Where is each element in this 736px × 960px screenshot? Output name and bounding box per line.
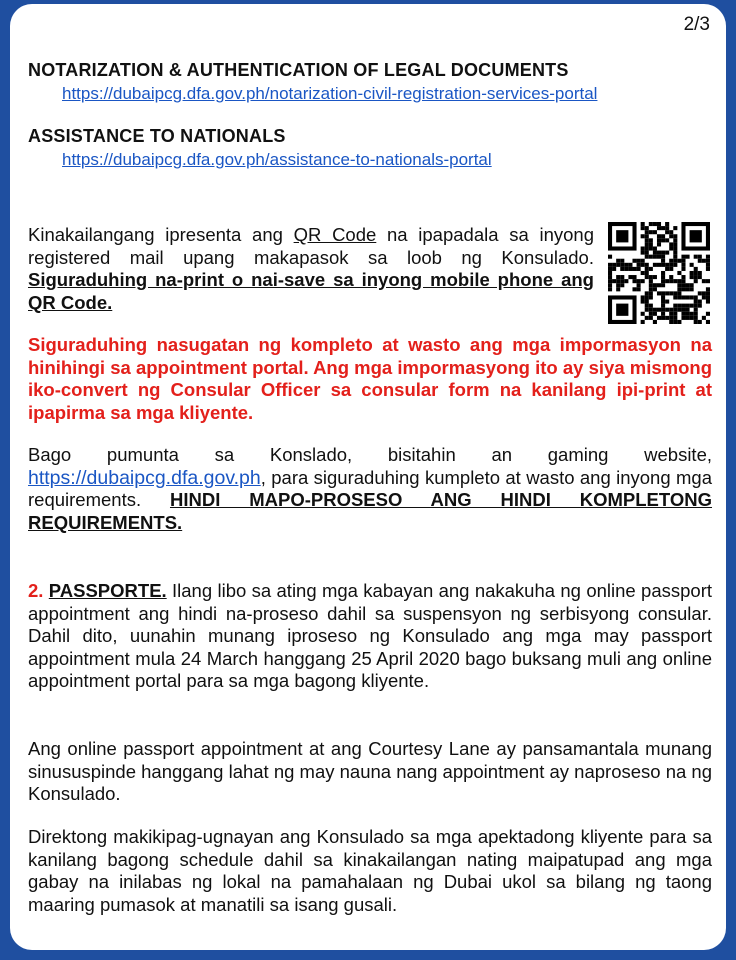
section-title-assistance: ASSISTANCE TO NATIONALS [28, 126, 286, 146]
qr-emphasis: Siguraduhing na-print o nai-save sa inyong mobile phone ang QR Code. [28, 269, 594, 313]
page-number: 2/3 [683, 14, 710, 35]
passport-paragraph-1 [28, 580, 712, 693]
visit-text-1: Bago pumunta sa Konslado, bisitahin an gaming website, [28, 444, 712, 465]
qr-code-term: QR Code [293, 224, 377, 245]
visit-website-paragraph [28, 444, 712, 534]
qr-text-1: Kinakailangang ipresenta ang [28, 224, 294, 245]
qr-code-image [608, 222, 710, 324]
section-number: 2. [28, 580, 44, 601]
passport-heading: PASSPORTE. [48, 580, 167, 601]
requirements-warning: HINDI MAPO-PROSESO ANG HINDI KOMPLETONG REQUIREMENTS. [28, 489, 713, 533]
passport-paragraph-3: Direktong makikipag-ugnayan ang Konsulado sa mga apektadong kliyente para sa kanilang bagong schedule dahil sa kinakailangan nating maipatupad ang mga gabay na inilabas ng lokal na pamahalaan ng Dubai ukol sa bilang ng taong maaring pumasok at manatili sa isang gusali. [28, 826, 712, 915]
qr-code-paragraph [28, 224, 594, 314]
passport-paragraph-2: Ang online passport appointment at ang Courtesy Lane ay pansamantala munang sinususpinde hanggang lahat ng may nauna nang appointment ay naproseso na ng Konsulado. [28, 738, 712, 804]
passport-text-1: Ilang libo sa ating mga kabayan ang nakakuha ng online passport appointment ang hindi na-proseso dahil sa suspensyon ng serbisyong consular. Dahil dito, uunahin munang iproseso ng Konsulado ang mga may passport appointment mula 24 March hanggang 25 April 2020 bago buksang muli ang online appointment portal para sa mga bagong kliyente. [28, 580, 712, 691]
visit-text-2: , para siguraduhing kumpleto at wasto ang inyong mga requirements. [28, 466, 712, 510]
notarization-portal-link[interactable]: https://dubaipcg.dfa.gov.ph/notarization-civil-registration-services-portal [62, 84, 598, 103]
qr-text-2: na ipapadala sa inyong registered mail upang makapasok sa loob ng Konsulado. [28, 224, 594, 268]
assistance-portal-link[interactable]: https://dubaipcg.dfa.gov.ph/assistance-to-nationals-portal [62, 150, 492, 169]
section-title-notarization: NOTARIZATION & AUTHENTICATION OF LEGAL DOCUMENTS [28, 60, 569, 80]
document-page [10, 4, 726, 950]
red-warning-paragraph: Siguraduhing nasugatan ng kompleto at wasto ang mga impormasyon na hinihingi sa appointment portal. Ang mga impormasyong ito ay siya mismong iko-convert ng Consular Officer sa consular form na kanilang ipi-print at ipapirma sa mga kliyente. [28, 334, 712, 423]
consulate-website-link[interactable]: https://dubaipcg.dfa.gov.ph [28, 466, 261, 489]
